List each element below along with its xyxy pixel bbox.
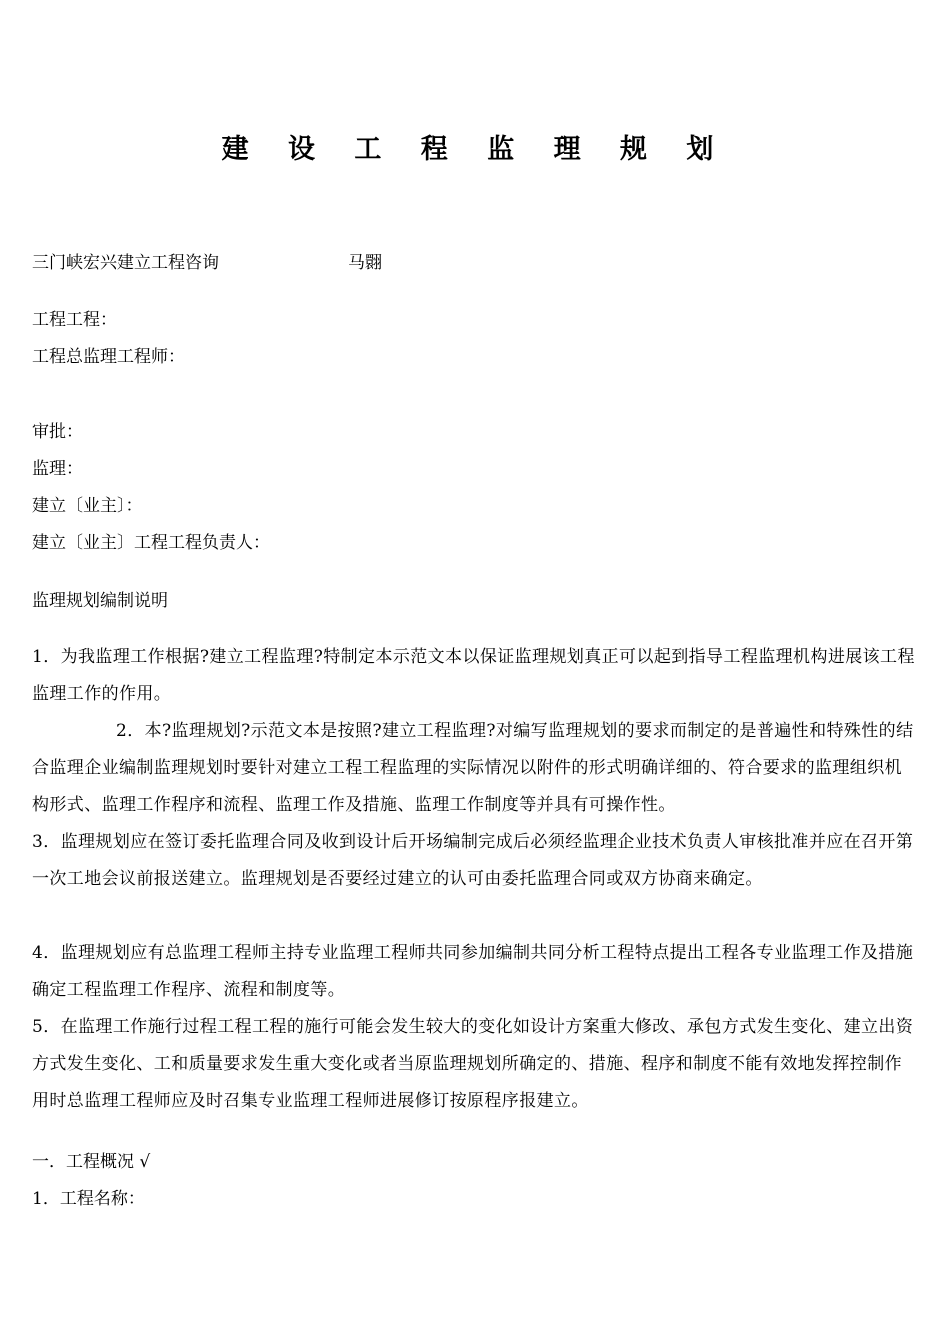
note-item-3: 3．监理规划应在签订委托监理合同及收到设计后开场编制完成后必须经监理企业技术负责人审核批准并应在召开第一次工地会议前报送建立。监理规划是否要经过建立的认可由委托监理合同或双方协商来确定。 xyxy=(32,832,914,889)
supervisor-field: 监理： xyxy=(32,459,83,479)
organization-name: 三门峡宏兴建立工程咨询 xyxy=(32,253,219,273)
notes-heading: 监理规划编制说明 xyxy=(32,591,168,611)
document-title: 建 设 工 程 监 理 规 划 xyxy=(221,134,729,165)
section-heading: 一．工程概况 √ xyxy=(32,1152,151,1172)
note-item-2 xyxy=(32,713,916,824)
note-item-5: 5．在监理工作施行过程工程工程的施行可能会发生较大的变化如设计方案重大修改、承包方式发生变化、建立出资方式发生变化、工和质量要求发生重大变化或者当原监理规划所确定的、措施、程序和制度不能有效地发挥控制作用时总监理工程师应及时召集专业监理工程师进展修订按原程序报建立。 xyxy=(32,1017,914,1111)
author-name: 马翾 xyxy=(348,253,382,273)
approval-field: 审批： xyxy=(32,422,83,442)
note-item-4: 4．监理规划应有总监理工程师主持专业监理工程师共同参加编制共同分析工程特点提出工程各专业监理工作及措施确定工程监理工作程序、流程和制度等。 xyxy=(32,943,914,1000)
owner-lead-field: 建立〔业主〕工程工程负责人： xyxy=(32,533,270,553)
note-item-2-text: 2．本?监理规划?示范文本是按照?建立工程监理?对编写监理规划的要求而制定的是普遍性和特殊性的结合监理企业编制监理规划时要针对建立工程工程监理的实际情况以附件的形式明确详细的、符合要求的监理组织机构形式、监理工作程序和流程、监理工作及措施、监理工作制度等并具有可操作性。 xyxy=(32,721,914,815)
project-field: 工程工程： xyxy=(32,310,117,330)
chief-engineer-field: 工程总监理工程师： xyxy=(32,347,185,367)
note-item-1: 1．为我监理工作根据?建立工程监理?特制定本示范文本以保证监理规划真正可以起到指导工程监理机构进展该工程监理工作的作用。 xyxy=(32,647,915,704)
section-item-1: 1．工程名称： xyxy=(32,1189,145,1209)
owner-field: 建立〔业主〕： xyxy=(32,496,143,516)
